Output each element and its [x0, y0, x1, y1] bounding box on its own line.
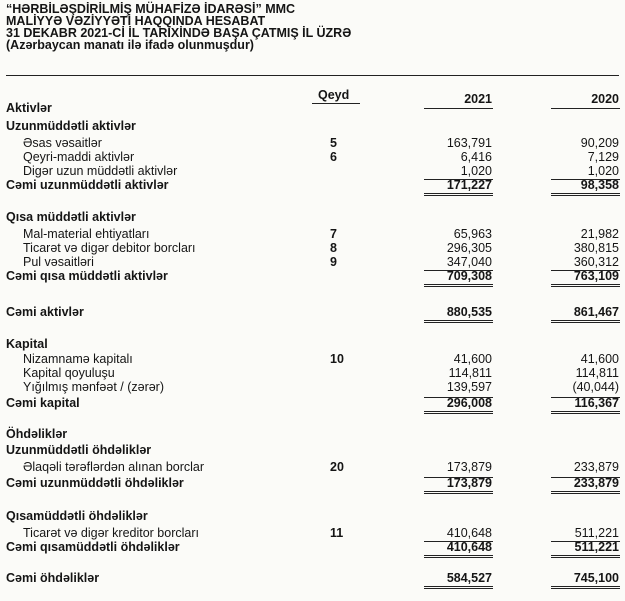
row-note: 20 — [330, 460, 344, 474]
row-label: Ticarət və digər debitor borcları — [23, 241, 196, 255]
row-label: Cəmi aktivlər — [6, 305, 84, 319]
row-label: Yığılmış mənfəət / (zərər) — [23, 380, 165, 394]
table-row — [0, 427, 625, 441]
total-double-rule — [424, 586, 493, 589]
subtotal-rule — [424, 397, 493, 398]
table-row — [0, 178, 625, 192]
subtotal-rule — [551, 270, 620, 271]
table-row — [0, 150, 625, 164]
table-row — [0, 337, 625, 351]
subtotal-rule — [424, 179, 493, 180]
table-row — [0, 352, 625, 366]
row-note: 5 — [330, 136, 337, 150]
total-double-rule — [424, 411, 493, 414]
value-2021: 709,308 — [446, 269, 492, 283]
value-2021: 171,227 — [446, 178, 492, 192]
row-label: Nizamnamə kapitalı — [23, 352, 133, 366]
report-header — [6, 3, 351, 51]
table-row — [0, 509, 625, 523]
table-row — [0, 526, 625, 540]
value-2021: 6,416 — [460, 150, 492, 164]
table-row — [0, 227, 625, 241]
row-label: Cəmi kapital — [6, 396, 80, 410]
subtotal-rule — [551, 541, 620, 542]
total-double-rule — [424, 284, 493, 287]
value-2020: 1,020 — [587, 164, 619, 178]
table-row — [0, 119, 625, 133]
row-note: 10 — [330, 352, 344, 366]
column-header-note: Qeyd — [318, 88, 350, 102]
total-double-rule — [551, 555, 620, 558]
value-2021: 347,040 — [446, 255, 492, 269]
table-row — [0, 210, 625, 224]
row-label: Qeyri-maddi aktivlər — [23, 150, 135, 164]
row-label: Kapital qoyuluşu — [23, 366, 115, 380]
report-title: MALİYYƏ VƏZİYYƏTİ HAQQINDA HESABAT — [6, 14, 266, 28]
row-label: Cəmi uzunmüddətli öhdəliklər — [6, 476, 184, 490]
total-double-rule — [551, 411, 620, 414]
total-double-rule — [551, 491, 620, 494]
value-2020: (40,044) — [572, 380, 619, 394]
total-double-rule — [424, 491, 493, 494]
total-double-rule — [551, 193, 620, 196]
row-label: Qısamüddətli öhdəliklər — [6, 509, 148, 523]
currency-note: (Azərbaycan manatı ilə ifadə olunmuşdur) — [6, 38, 254, 52]
total-double-rule — [551, 586, 620, 589]
table-row — [0, 443, 625, 457]
value-2021: 880,535 — [446, 305, 492, 319]
table-row — [0, 255, 625, 269]
row-label: Uzunmüddətli öhdəliklər — [6, 443, 152, 457]
subtotal-rule — [424, 270, 493, 271]
value-2021: 41,600 — [453, 352, 492, 366]
value-2021: 296,305 — [446, 241, 492, 255]
value-2021: 65,963 — [453, 227, 492, 241]
subtotal-rule — [551, 179, 620, 180]
row-label: Cəmi qısa müddətli aktivlər — [6, 269, 168, 283]
subtotal-rule — [551, 477, 620, 478]
value-2021: 163,791 — [446, 136, 492, 150]
value-2021: 410,648 — [446, 540, 492, 554]
table-row — [0, 241, 625, 255]
value-2020: 763,109 — [573, 269, 619, 283]
row-label: Əlaqəli tərəflərdən alınan borclar — [23, 460, 205, 474]
column-header-2021: 2021 — [464, 92, 492, 106]
row-note: 9 — [330, 255, 337, 269]
subtotal-rule — [424, 477, 493, 478]
table-row — [0, 540, 625, 554]
value-2020: 380,815 — [573, 241, 619, 255]
row-label: Uzunmüddətli aktivlər — [6, 119, 136, 133]
table-row — [0, 380, 625, 394]
value-2021: 114,811 — [448, 366, 492, 380]
table-row — [0, 136, 625, 150]
value-2020: 360,312 — [573, 255, 619, 269]
row-label: Qısa müddətli aktivlər — [6, 210, 136, 224]
value-2020: 511,221 — [574, 540, 619, 554]
total-double-rule — [424, 555, 493, 558]
value-2020: 90,209 — [580, 136, 619, 150]
row-label: Ticarət və digər kreditor borcları — [23, 526, 199, 540]
table-row — [0, 396, 625, 410]
value-2021: 410,648 — [446, 526, 492, 540]
value-2020: 861,467 — [573, 305, 619, 319]
column-header-2020: 2020 — [591, 92, 619, 106]
value-2020: 233,879 — [573, 476, 619, 490]
row-label: Əsas vəsaitlər — [23, 136, 102, 150]
company-name: “HƏRBİLƏŞDİRİLMİŞ MÜHAFİZƏ İDARƏSİ” MMC — [6, 2, 296, 16]
row-label: Cəmi qısamüddətli öhdəliklər — [6, 540, 180, 554]
value-2021: 1,020 — [460, 164, 492, 178]
value-2020: 745,100 — [573, 571, 619, 585]
table-row — [0, 269, 625, 283]
value-2020: 7,129 — [587, 150, 619, 164]
table-row — [0, 476, 625, 490]
value-2021: 296,008 — [446, 396, 492, 410]
table-row — [0, 101, 625, 115]
row-label: Cəmi öhdəliklər — [6, 571, 100, 585]
row-label: Kapital — [6, 337, 48, 351]
total-double-rule — [551, 284, 620, 287]
row-note: 8 — [330, 241, 337, 255]
report-period: 31 DEKABR 2021-Cİ İL TARİXİNDƏ BAŞA ÇATMIŞ İL ÜZRƏ — [6, 26, 352, 40]
total-double-rule — [424, 193, 493, 196]
value-2020: 98,358 — [580, 178, 619, 192]
total-double-rule — [551, 320, 620, 323]
subtotal-rule — [424, 541, 493, 542]
row-note: 11 — [330, 526, 344, 540]
row-note: 6 — [330, 150, 337, 164]
row-label: Pul vəsaitləri — [23, 255, 94, 269]
row-label: Digər uzun müddətli aktivlər — [23, 164, 178, 178]
total-double-rule — [424, 320, 493, 323]
value-2020: 41,600 — [580, 352, 619, 366]
value-2020: 511,221 — [574, 526, 619, 540]
table-row — [0, 305, 625, 319]
row-label: Mal-material ehtiyatları — [23, 227, 150, 241]
table-row — [0, 366, 625, 380]
value-2020: 114,811 — [575, 366, 619, 380]
value-2021: 139,597 — [446, 380, 492, 394]
table-row — [0, 571, 625, 585]
value-2020: 116,367 — [574, 396, 619, 410]
table-row — [0, 460, 625, 474]
header-divider — [6, 75, 619, 76]
value-2021: 173,879 — [446, 476, 492, 490]
table-row — [0, 164, 625, 178]
row-label: Aktivlər — [6, 101, 52, 115]
value-2021: 584,527 — [446, 571, 492, 585]
row-label: Öhdəliklər — [6, 427, 68, 441]
value-2021: 173,879 — [446, 460, 492, 474]
row-note: 7 — [330, 227, 337, 241]
value-2020: 21,982 — [580, 227, 619, 241]
subtotal-rule — [551, 397, 620, 398]
row-label: Cəmi uzunmüddətli aktivlər — [6, 178, 169, 192]
value-2020: 233,879 — [573, 460, 619, 474]
